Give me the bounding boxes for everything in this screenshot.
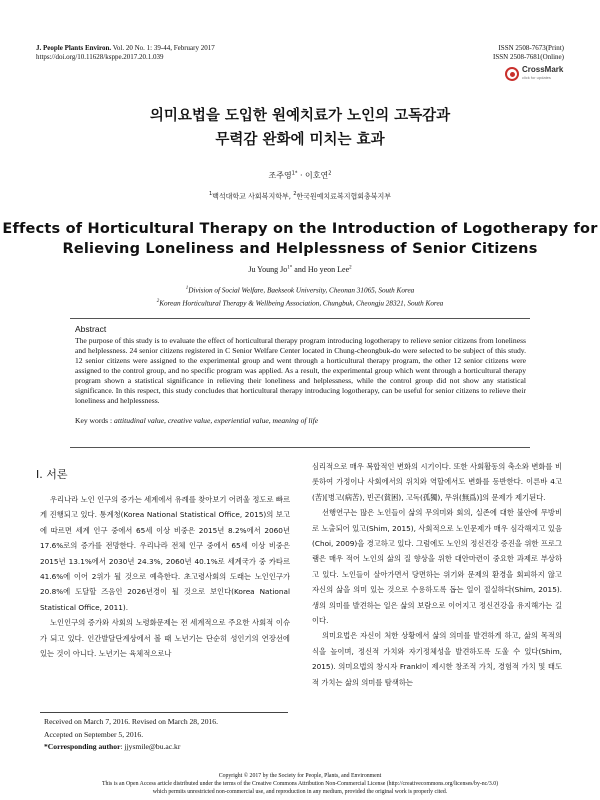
keywords: [75, 416, 530, 425]
english-title: [0, 219, 600, 259]
korean-title-line2: 무력감 완화에 미치는 효과: [215, 132, 385, 148]
abstract-box: [70, 318, 530, 448]
korean-authors: 조주영$^{1*}$ · 이호연$^2$: [268, 170, 332, 180]
right-paragraph-1: 심리적으로 매우 복합적인 변화의 시기이다. 또한 사회활동의 축소와 변화를 비롯하여 가정이나 사회에서의 위치와 역할에서도 변화를 동반한다. 이른바 4고(苦)[병고(病苦), 빈곤(貧困), 고독(孤獨), 무위(無爲)]의 문제가 제기된다.: [312, 462, 562, 502]
footnote: [44, 716, 294, 754]
journal-header: [36, 44, 215, 62]
corresponding-email[interactable]: : jjysmile@bu.ac.kr: [120, 742, 181, 751]
issn-print: ISSN 2508-7673(Print): [498, 44, 564, 52]
left-paragraph-2: 노인인구의 증가와 사회의 노령화문제는 전 세계적으로 주요한 사회적 이슈가 되고 있다. 인간발달단계상에서 볼 때 노년기는 단순히 성인기의 연장선에 있는 것이 아니다. 노년기는 육체적으로나: [40, 618, 290, 659]
left-column: [40, 492, 290, 661]
abstract-text: The purpose of this study is to evaluate the effect of horticultural therapy program introducing logotherapy to relieve senior citizens from loneliness and helplessness. 24 senior citizens registered in C Senior Welfare Center located in Chung-cheongbuk-do were selected to be subject of this study. 12 senior citizens were assigned to the experimental group and went through a horticultural therapy program, the other 12 senior citizens were assigned to the control group, and no specific program was applied. As a result, the experimental group which went through a horticultural therapy program shown a statistical significance in relieving their loneliness and helplessness, while the control group did not show any statistical significance. In this respect, this study concludes that horticultural therapy introducing logotherapy, can be useful for senior citizens to relieve their loneliness and helplessness.: [75, 336, 526, 405]
crossmark-sublabel: click for updates: [522, 75, 551, 80]
right-paragraph-2: 선행연구는 많은 노인들이 삶의 무의미와 회의, 실존에 대한 불안에 무방비로 노출되어 있고(Shim, 2015), 사회적으로 노인문제가 매우 심각해지고 있음(Choi, 2009)을 경고하고 있다. 그럼에도 노인의 정신건강 증진을 위한 프로그램은 매우 적어 노인의 삶의 질 향상을 위한 대안마련이 중요한 과제로 부상하고 있다. 노인들이 살아가면서 당면하는 위기와 문제의 환경을 회피하지 않고 자신의 삶을 의미 있는 것으로 수용하도록 돕는 일이 절실하다(Shim, 2015). 생의 의미를 발견하는 일은 삶의 보람으로 이어지고 정신건강을 유지해가는 길이다.: [312, 508, 562, 626]
corresponding-label: *Corresponding author: [44, 742, 121, 751]
right-column: [312, 459, 562, 690]
section-title: I. 서론: [36, 468, 68, 481]
accepted-date: Accepted on September 5, 2016.: [44, 729, 144, 739]
keywords-label: Key words :: [75, 416, 115, 425]
english-authors: Ju Young $Jo^{1*}$ and Ho yeon Lee$^2$: [248, 265, 352, 274]
korean-title: [0, 104, 600, 152]
crossmark-label: CrossMark: [522, 65, 564, 74]
english-aff2: Korean Horticultural Therapy & Wellbeing Association, Chungbuk, Cheongju 28321, South Korea: [159, 299, 444, 308]
issn-block: [493, 44, 564, 62]
korean-title-line1: 의미요법을 도입한 원예치료가 노인의 고독감과: [149, 108, 451, 124]
crossmark-badge[interactable]: [505, 66, 563, 82]
crossmark-icon: [505, 67, 519, 81]
keywords-list: attitudinal value, creative value, experiential value, meaning of life: [114, 416, 319, 425]
english-affiliations: $^1$Division of Social Welfare, Baekseok University, Cheonan 31065, South Korea $^2$Korean Horticultural Therapy & Wellbeing Association, Chungbuk, Cheongju 28321, South Korea: [156, 286, 444, 308]
journal-abbrev: J. People Plants Environ.: [36, 44, 112, 52]
footnote-divider: [40, 712, 288, 713]
abstract-heading: Abstract: [75, 324, 107, 334]
doi-link[interactable]: https://doi.org/10.11628/ksppe.2017.20.1.039: [36, 53, 164, 61]
left-paragraph-1: 우리나라 노인 인구의 증가는 세계에서 유례를 찾아보기 어려울 정도로 빠르게 진행되고 있다. 통계청(Korea National Statistical Office, 2015)의 보고에 따르면 세계 인구 중에서 65세 이상 비중은 2015년 8.2%에서 2060년 17.6%로의 증가를 전망한다. 우리나라 전체 인구 중에서 65세 이상 비중은 2015년 13.1%에서 2030년 24.3%, 2060년 40.1%로 세계국가 중 카타르 41.6%에 이어 2위가 될 것으로 예측한다. 초고령사회의 도래는 노인인구가 20.8%에 도달할 즈음인 2026년경이 될 것으로 보인다(Korea National Statistical Office, 2011).: [40, 495, 290, 612]
english-title-line2: Relieving Loneliness and Helplessness of Senior Citizens: [62, 241, 538, 257]
journal-citation: Vol. 20 No. 1: 39-44, February 2017: [111, 44, 215, 52]
issn-online: ISSN 2508-7681(Online): [493, 53, 564, 61]
korean-affiliations: $^1$백석대학교 사회복지학부, $^2$한국원예치료복지협회충북지부: [208, 191, 392, 201]
english-title-line1: Effects of Horticultural Therapy on the Introduction of Logotherapy for: [2, 221, 598, 237]
right-paragraph-3: 의미요법은 자신이 처한 상황에서 삶의 의미를 발견하게 하고, 삶의 목적의식을 높이며, 정신적 가치와 자기정체성을 발견하도록 도울 수 있다(Shim, 2015). 의미요법의 창시자 Frankl이 제시한 창조적 가치, 경험적 가치 및 태도적 가치는 삶의 의미를 탐색하는: [312, 631, 562, 687]
english-aff1: Division of Social Welfare, Baekseok University, Cheonan 31065, South Korea: [188, 286, 415, 295]
copyright-notice: Copyright © 2017 by the Society for People, Plants, and Environment This is an Open Access article distributed under the terms of the Creative Commons Attribution Non-Commercial License (http://creativecommons.org/licenses/by-nc/3.0) which permits unrestricted non-commercial use, and reproduction in any medium, provided the original work is properly cited.: [101, 773, 499, 795]
received-date: Received on March 7, 2016. Revised on March 28, 2016.: [44, 717, 218, 726]
